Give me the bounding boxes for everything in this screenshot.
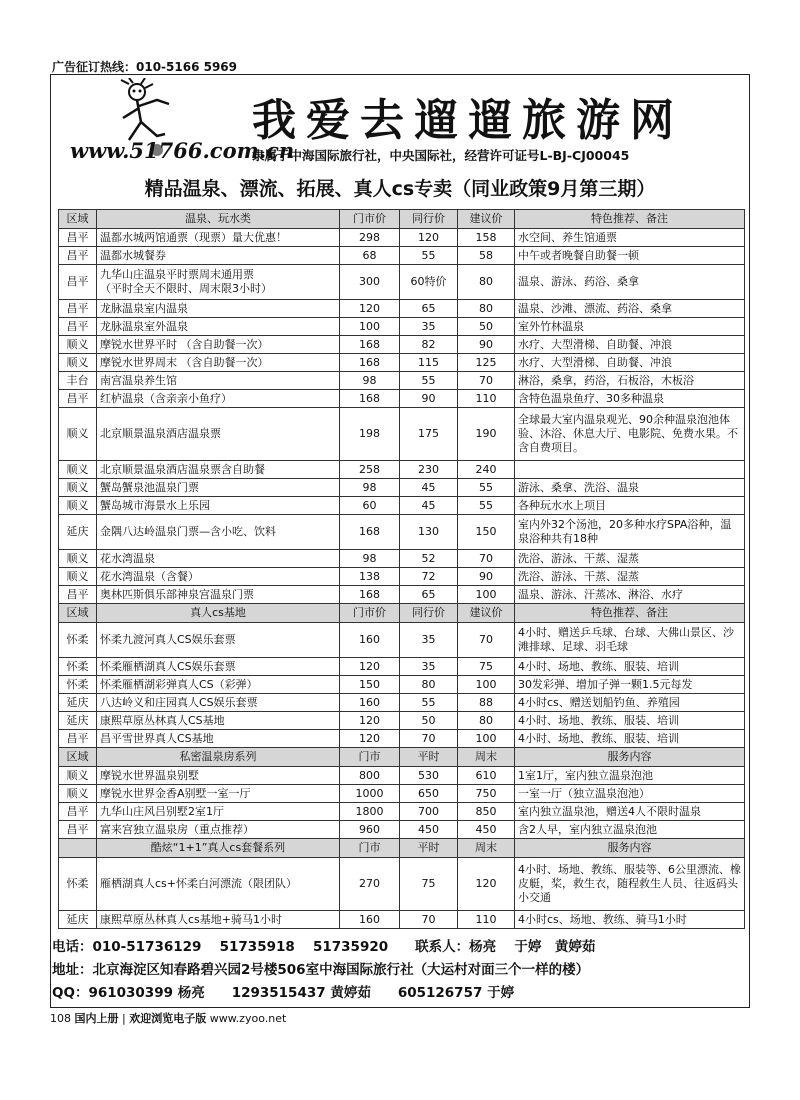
region-cell: 顺义	[59, 354, 97, 372]
region-cell: 顺义	[59, 767, 97, 785]
suggested-price-cell: 70	[458, 550, 515, 568]
notes-cell	[515, 461, 745, 479]
suggested-price-cell: 55	[458, 497, 515, 515]
table-row	[59, 479, 745, 497]
trade-price-cell: 70	[400, 911, 458, 929]
region-cell: 昌平	[59, 229, 97, 247]
table-row	[59, 408, 745, 461]
notes-cell: 室内独立温泉池，赠送4人不限时温泉	[515, 803, 745, 821]
price-table-body	[59, 210, 745, 929]
table-row	[59, 390, 745, 408]
trade-price-cell: 35	[400, 623, 458, 658]
suggested-price-cell: 450	[458, 821, 515, 839]
trade-price-cell: 530	[400, 767, 458, 785]
table-row	[59, 658, 745, 676]
region-cell: 延庆	[59, 694, 97, 712]
retail-price-cell: 120	[340, 300, 400, 318]
suggested-price-cell: 55	[458, 479, 515, 497]
table-row	[59, 858, 745, 911]
region-cell: 顺义	[59, 497, 97, 515]
header-cell: 服务内容	[515, 839, 745, 858]
item-cell: 蟹岛蟹泉池温泉门票	[97, 479, 340, 497]
suggested-price-cell: 850	[458, 803, 515, 821]
notes-cell: 1室1厅，室内独立温泉泡池	[515, 767, 745, 785]
table-row	[59, 265, 745, 300]
notes-cell: 温泉、游泳、药浴、桑拿	[515, 265, 745, 300]
header-cell: 酷炫“1+1”真人cs套餐系列	[97, 839, 340, 858]
region-cell: 昌平	[59, 318, 97, 336]
trade-price-cell: 82	[400, 336, 458, 354]
retail-price-cell: 270	[340, 858, 400, 911]
region-cell: 怀柔	[59, 658, 97, 676]
trade-price-cell: 80	[400, 676, 458, 694]
header-cell: 区域	[59, 210, 97, 229]
notes-cell: 含特色温泉鱼疗、30多种温泉	[515, 390, 745, 408]
table-row	[59, 497, 745, 515]
item-cell: 北京顺景温泉酒店温泉票	[97, 408, 340, 461]
suggested-price-cell: 70	[458, 623, 515, 658]
item-cell: 花水湾温泉	[97, 550, 340, 568]
header-cell: 周末	[458, 748, 515, 767]
trade-price-cell: 65	[400, 300, 458, 318]
retail-price-cell: 1800	[340, 803, 400, 821]
trade-price-cell: 450	[400, 821, 458, 839]
trade-price-cell: 230	[400, 461, 458, 479]
retail-price-cell: 98	[340, 372, 400, 390]
license-line: 隶属于中海国际旅行社，中央国际社，经营许可证号L-BJ-CJ00045	[252, 148, 630, 163]
footer-welcome: 欢迎浏览电子版	[129, 1012, 207, 1025]
suggested-price-cell: 50	[458, 318, 515, 336]
item-cell: 摩锐水世界平时 （含自助餐一次）	[97, 336, 340, 354]
suggested-price-cell: 750	[458, 785, 515, 803]
notes-cell: 室外竹林温泉	[515, 318, 745, 336]
table-row	[59, 712, 745, 730]
trade-price-cell: 650	[400, 785, 458, 803]
trade-price-cell: 50	[400, 712, 458, 730]
table-row	[59, 568, 745, 586]
retail-price-cell: 100	[340, 318, 400, 336]
table-row	[59, 550, 745, 568]
retail-price-cell: 60	[340, 497, 400, 515]
item-cell: 蟹岛城市海景水上乐园	[97, 497, 340, 515]
item-cell: 奥林匹斯俱乐部神泉宫温泉门票	[97, 586, 340, 604]
retail-price-cell: 138	[340, 568, 400, 586]
region-cell: 昌平	[59, 730, 97, 748]
notes-cell: 游泳、桑拿、洗浴、温泉	[515, 479, 745, 497]
header-cell: 建议价	[458, 604, 515, 623]
suggested-price-cell: 190	[458, 408, 515, 461]
retail-price-cell: 258	[340, 461, 400, 479]
region-cell: 昌平	[59, 300, 97, 318]
notes-cell: 温泉、沙滩、漂流、药浴、桑拿	[515, 300, 745, 318]
item-cell: 九华山庄风吕别墅2室1厅	[97, 803, 340, 821]
retail-price-cell: 800	[340, 767, 400, 785]
suggested-price-cell: 90	[458, 568, 515, 586]
region-cell: 丰台	[59, 372, 97, 390]
headline: 精品温泉、漂流、拓展、真人cs专卖（同业政策9月第三期）	[144, 178, 656, 200]
notes-cell: 4小时、场地、教练、服装等、6公里漂流、橡皮艇，桨，救生衣，随程救生人员、往返码头小交通	[515, 858, 745, 911]
header-cell: 门市	[340, 748, 400, 767]
trade-price-cell: 35	[400, 658, 458, 676]
notes-cell: 中午或者晚餐自助餐一顿	[515, 247, 745, 265]
region-cell: 顺义	[59, 461, 97, 479]
header-cell: 私密温泉房系列	[97, 748, 340, 767]
notes-cell: 水疗、大型滑梯、自助餐、冲浪	[515, 336, 745, 354]
table-row	[59, 354, 745, 372]
table-row	[59, 803, 745, 821]
region-cell: 昌平	[59, 803, 97, 821]
trade-price-cell: 45	[400, 497, 458, 515]
retail-price-cell: 300	[340, 265, 400, 300]
trade-price-cell: 60特价	[400, 265, 458, 300]
notes-cell: 洗浴、游泳、干蒸、湿蒸	[515, 568, 745, 586]
item-cell: 金隅八达岭温泉门票—含小吃、饮料	[97, 515, 340, 550]
footer-url[interactable]: www.zyoo.net	[209, 1012, 287, 1025]
footer-section: 国内上册	[74, 1012, 119, 1025]
trade-price-cell: 55	[400, 247, 458, 265]
notes-cell: 水空间、养生馆通票	[515, 229, 745, 247]
header-cell: 同行价	[400, 210, 458, 229]
item-cell: 怀柔九渡河真人CS娱乐套票	[97, 623, 340, 658]
page-number: 108	[50, 1012, 71, 1025]
header-cell: 门市价	[340, 210, 400, 229]
item-cell: 康熙草原丛林真人cs基地+骑马1小时	[97, 911, 340, 929]
item-cell: 摩锐水世界金香A别墅一室一厅	[97, 785, 340, 803]
region-cell: 延庆	[59, 712, 97, 730]
trade-price-cell: 65	[400, 586, 458, 604]
retail-price-cell: 168	[340, 390, 400, 408]
table-row	[59, 730, 745, 748]
item-cell: 红栌温泉（含亲亲小鱼疗）	[97, 390, 340, 408]
table-row	[59, 785, 745, 803]
trade-price-cell: 52	[400, 550, 458, 568]
item-cell: 龙脉温泉室内温泉	[97, 300, 340, 318]
item-cell: 康熙草原丛林真人CS基地	[97, 712, 340, 730]
item-cell: 昌平雪世界真人CS基地	[97, 730, 340, 748]
trade-price-cell: 35	[400, 318, 458, 336]
suggested-price-cell: 100	[458, 676, 515, 694]
section-header	[59, 210, 745, 229]
page-footer: 108 国内上册 | 欢迎浏览电子版 www.zyoo.net	[50, 1012, 287, 1025]
trade-price-cell: 90	[400, 390, 458, 408]
region-cell: 顺义	[59, 785, 97, 803]
suggested-price-cell: 150	[458, 515, 515, 550]
header-cell: 建议价	[458, 210, 515, 229]
item-cell: 雁栖湖真人cs+怀柔白河漂流（限团队）	[97, 858, 340, 911]
header-cell: 平时	[400, 839, 458, 858]
notes-cell: 含2人早，室内独立温泉泡池	[515, 821, 745, 839]
region-cell: 顺义	[59, 479, 97, 497]
region-cell: 顺义	[59, 336, 97, 354]
contact-phone: 电话：010-51736129 51735918 51735920 联系人：杨亮 于婷 黄婷茹	[52, 939, 596, 955]
suggested-price-cell: 120	[458, 858, 515, 911]
item-cell: 北京顺景温泉酒店温泉票含自助餐	[97, 461, 340, 479]
header-cell: 真人cs基地	[97, 604, 340, 623]
table-row	[59, 676, 745, 694]
region-cell: 顺义	[59, 408, 97, 461]
item-cell: 怀柔雁栖湖彩弹真人CS（彩弹）	[97, 676, 340, 694]
table-row	[59, 461, 745, 479]
notes-cell: 4小时、场地、教练、服装、培训	[515, 658, 745, 676]
notes-cell: 4小时cs、赠送划船钓鱼、养殖园	[515, 694, 745, 712]
header-cell: 周末	[458, 839, 515, 858]
table-row	[59, 300, 745, 318]
table-row	[59, 911, 745, 929]
retail-price-cell: 160	[340, 911, 400, 929]
notes-cell: 淋浴，桑拿，药浴，石板浴，木板浴	[515, 372, 745, 390]
region-cell: 延庆	[59, 515, 97, 550]
trade-price-cell: 175	[400, 408, 458, 461]
suggested-price-cell: 80	[458, 712, 515, 730]
notes-cell: 洗浴、游泳、干蒸、湿蒸	[515, 550, 745, 568]
item-cell: 八达岭义和庄园真人CS娱乐套票	[97, 694, 340, 712]
suggested-price-cell: 110	[458, 911, 515, 929]
trade-price-cell: 120	[400, 229, 458, 247]
retail-price-cell: 168	[340, 586, 400, 604]
notes-cell: 全球最大室内温泉观光、90余种温泉泡池体验、沐浴、休息大厅、电影院、免费水果。不含自费项目。	[515, 408, 745, 461]
suggested-price-cell: 100	[458, 586, 515, 604]
table-row	[59, 821, 745, 839]
header-cell: 特色推荐、备注	[515, 604, 745, 623]
suggested-price-cell: 610	[458, 767, 515, 785]
header-cell: 服务内容	[515, 748, 745, 767]
contact-address: 地址：北京海淀区知春路碧兴园2号楼506室中海国际旅行社（大运村对面三个一样的楼）	[52, 962, 590, 978]
suggested-price-cell: 240	[458, 461, 515, 479]
suggested-price-cell: 100	[458, 730, 515, 748]
notes-cell: 30发彩弹、增加子弹一颗1.5元每发	[515, 676, 745, 694]
retail-price-cell: 120	[340, 712, 400, 730]
ad-hotline: 广告征订热线：010-5166 5969	[52, 60, 238, 74]
region-cell: 顺义	[59, 568, 97, 586]
header-cell: 门市价	[340, 604, 400, 623]
header-cell: 区域	[59, 604, 97, 623]
region-cell: 怀柔	[59, 623, 97, 658]
table-row	[59, 586, 745, 604]
notes-cell: 各种玩水水上项目	[515, 497, 745, 515]
price-table	[58, 209, 745, 929]
suggested-price-cell: 70	[458, 372, 515, 390]
table-row	[59, 318, 745, 336]
retail-price-cell: 168	[340, 515, 400, 550]
trade-price-cell: 72	[400, 568, 458, 586]
retail-price-cell: 98	[340, 550, 400, 568]
header-cell: 区域	[59, 748, 97, 767]
retail-price-cell: 98	[340, 479, 400, 497]
region-cell: 怀柔	[59, 858, 97, 911]
suggested-price-cell: 158	[458, 229, 515, 247]
retail-price-cell: 120	[340, 658, 400, 676]
item-cell: 九华山庄温泉平时票周末通用票 （平时全天不限时、周末限3小时）	[97, 265, 340, 300]
retail-price-cell: 298	[340, 229, 400, 247]
item-cell: 龙脉温泉室外温泉	[97, 318, 340, 336]
trade-price-cell: 70	[400, 730, 458, 748]
notes-cell: 一室一厅（独立温泉泡池）	[515, 785, 745, 803]
region-cell: 怀柔	[59, 676, 97, 694]
region-cell: 昌平	[59, 821, 97, 839]
suggested-price-cell: 90	[458, 336, 515, 354]
region-cell: 顺义	[59, 550, 97, 568]
site-url[interactable]: www.51766.com.cn	[70, 138, 295, 163]
item-cell: 南宫温泉养生馆	[97, 372, 340, 390]
trade-price-cell: 75	[400, 858, 458, 911]
retail-price-cell: 168	[340, 336, 400, 354]
retail-price-cell: 160	[340, 694, 400, 712]
suggested-price-cell: 58	[458, 247, 515, 265]
region-cell: 延庆	[59, 911, 97, 929]
notes-cell: 室内外32个汤池，20多种水疗SPA浴种，温泉浴种共有18种	[515, 515, 745, 550]
table-row	[59, 694, 745, 712]
suggested-price-cell: 88	[458, 694, 515, 712]
region-cell: 昌平	[59, 265, 97, 300]
header-cell	[59, 839, 97, 858]
trade-price-cell: 55	[400, 372, 458, 390]
item-cell: 花水湾温泉（含餐）	[97, 568, 340, 586]
suggested-price-cell: 75	[458, 658, 515, 676]
retail-price-cell: 198	[340, 408, 400, 461]
item-cell: 温都水城餐券	[97, 247, 340, 265]
retail-price-cell: 150	[340, 676, 400, 694]
item-cell: 摩锐水世界周末 （含自助餐一次）	[97, 354, 340, 372]
item-cell: 温都水城两馆通票（现票）量大优惠！	[97, 229, 340, 247]
table-row	[59, 623, 745, 658]
section-header	[59, 839, 745, 858]
contact-qq: QQ：961030399 杨亮 1293515437 黄婷茹 605126757 于婷	[52, 985, 515, 1001]
header-cell: 同行价	[400, 604, 458, 623]
notes-cell: 4小时、场地、教练、服装、培训	[515, 712, 745, 730]
table-row	[59, 767, 745, 785]
notes-cell: 水疗、大型滑梯、自助餐、冲浪	[515, 354, 745, 372]
region-cell: 昌平	[59, 390, 97, 408]
table-row	[59, 372, 745, 390]
retail-price-cell: 1000	[340, 785, 400, 803]
brand-header	[52, 78, 748, 168]
table-row	[59, 229, 745, 247]
table-row	[59, 247, 745, 265]
retail-price-cell: 960	[340, 821, 400, 839]
region-cell: 昌平	[59, 586, 97, 604]
table-row	[59, 336, 745, 354]
notes-cell: 4小时、场地、教练、服装、培训	[515, 730, 745, 748]
suggested-price-cell: 80	[458, 265, 515, 300]
trade-price-cell: 130	[400, 515, 458, 550]
notes-cell: 温泉、游泳、汗蒸冰、淋浴、水疗	[515, 586, 745, 604]
item-cell: 怀柔雁栖湖真人CS娱乐套票	[97, 658, 340, 676]
section-header	[59, 604, 745, 623]
retail-price-cell: 120	[340, 730, 400, 748]
section-header	[59, 748, 745, 767]
retail-price-cell: 68	[340, 247, 400, 265]
notes-cell: 4小时cs、场地、教练、骑马1小时	[515, 911, 745, 929]
brand-title: 我爱去遛遛旅游网	[252, 95, 684, 146]
trade-price-cell: 115	[400, 354, 458, 372]
trade-price-cell: 700	[400, 803, 458, 821]
retail-price-cell: 160	[340, 623, 400, 658]
retail-price-cell: 168	[340, 354, 400, 372]
suggested-price-cell: 80	[458, 300, 515, 318]
header-cell: 平时	[400, 748, 458, 767]
table-row	[59, 515, 745, 550]
header-cell: 温泉、玩水类	[97, 210, 340, 229]
trade-price-cell: 55	[400, 694, 458, 712]
header-cell: 特色推荐、备注	[515, 210, 745, 229]
suggested-price-cell: 110	[458, 390, 515, 408]
header-cell: 门市	[340, 839, 400, 858]
trade-price-cell: 45	[400, 479, 458, 497]
suggested-price-cell: 125	[458, 354, 515, 372]
item-cell: 富来宫独立温泉房（重点推荐）	[97, 821, 340, 839]
region-cell: 昌平	[59, 247, 97, 265]
notes-cell: 4小时、赠送乒乓球、台球、大佛山景区、沙滩排球、足球、羽毛球	[515, 623, 745, 658]
item-cell: 摩锐水世界温泉别墅	[97, 767, 340, 785]
